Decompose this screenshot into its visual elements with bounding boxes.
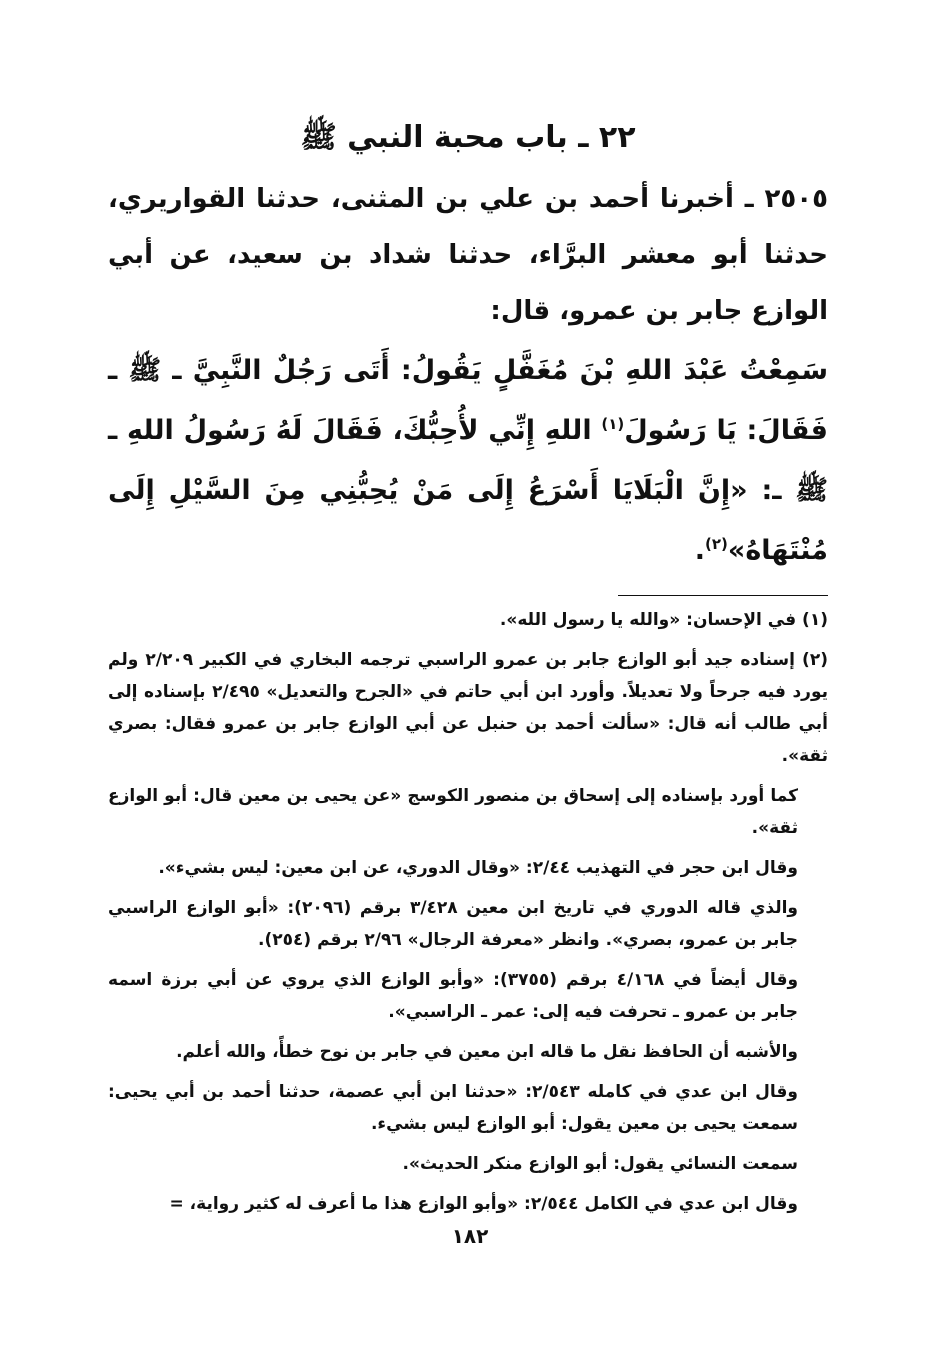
- page-body: [108, 118, 828, 1228]
- hadith-text: [108, 341, 828, 581]
- footnote-ref-1[interactable]: (١): [601, 415, 625, 433]
- footnote-2-para: والذي قاله الدوري في تاريخ ابن معين ٣/٤٢٨ برقم (٢٠٩٦): «أبو الوازع الراسبي جابر بن عمرو، بصري». وانظر «معرفة الرجال» ٢/٩٦ برقم (٢٥٤).: [108, 898, 798, 950]
- hadith-end: .: [694, 535, 706, 566]
- footnote-1: (١) في الإحسان: «والله يا رسول الله».: [499, 610, 828, 630]
- footnote-2-para: والأشبه أن الحافظ نقل ما قاله ابن معين في جابر بن نوح خطأً، والله أعلم.: [176, 1042, 798, 1062]
- hadith-part-2: اللهِ إِنِّي لأُحِبُّكَ، فَقَالَ لَهُ رَسُولُ اللهِ ـ ﷺ ـ: «إِنَّ الْبَلَايَا أَسْرَعُ إِلَى مَنْ يُحِبُّنِي مِنَ السَّيْلِ إِلَى مُنْتَهَاهُ»: [108, 415, 828, 566]
- chapter-title: ٢٢ ـ باب محبة النبي ﷺ: [300, 120, 636, 155]
- footnote-2: (٢) إسناده جيد أبو الوازع جابر بن عمرو الراسبي ترجمه البخاري في الكبير ٢/٢٠٩ ولم يورد فيه جرحاً ولا تعديلاً. وأورد ابن أبي حاتم في «الجرح والتعديل» ٢/٤٩٥ بإسناده إلى أبي طالب أنه قال: «سألت أحمد بن حنبل عن أبي الوازع جابر بن عمرو فقال: بصري ثقة».: [108, 650, 828, 766]
- footnote-2-para: كما أورد بإسناده إلى إسحاق بن منصور الكوسج «عن يحيى بن معين قال: أبو الوازع ثقة».: [108, 786, 798, 838]
- footnote-2-para: وقال ابن حجر في التهذيب ٢/٤٤: «وقال الدوري، عن ابن معين: ليس بشيء».: [158, 858, 798, 878]
- footnote-2-para: وقال ابن عدي في كامله ٢/٥٤٣: «حدثنا ابن أبي عصمة، حدثنا أحمد بن أبي يحيى: سمعت يحيى بن معين يقول: أبو الوازع ليس بشيء.: [108, 1082, 798, 1134]
- footnote-divider: [618, 595, 828, 596]
- footnotes: [108, 604, 828, 1220]
- footnote-2-para: سمعت النسائي يقول: أبو الوازع منكر الحديث».: [402, 1154, 798, 1174]
- footnote-ref-2[interactable]: (٢): [705, 535, 728, 553]
- hadith-part-1: سَمِعْتُ عَبْدَ اللهِ بْنَ مُغَفَّلٍ يَقُولُ: أَتَى رَجُلٌ النَّبِيَّ ـ ﷺ ـ فَقَالَ: يَا رَسُولَ: [108, 355, 828, 446]
- footnote-2-para: وقال ابن عدي في الكامل ٢/٥٤٤: «وأبو الوازع هذا ما أعرف له كثير رواية، =: [169, 1194, 798, 1214]
- isnad-paragraph: ٢٥٠٥ ـ أخبرنا أحمد بن علي بن المثنى، حدثنا القواريري، حدثنا أبو معشر البرَّاء، حدثنا شداد بن سعيد، عن أبي الوازع جابر بن عمرو، قال:: [108, 184, 828, 326]
- page-number: ١٨٢: [451, 1224, 489, 1248]
- footnote-2-para: وقال أيضاً في ٤/١٦٨ برقم (٣٧٥٥): «وأبو الوازع الذي يروي عن أبي برزة اسمه جابر بن عمرو ـ تحرفت فيه إلى: عمر ـ الراسبي».: [108, 970, 799, 1022]
